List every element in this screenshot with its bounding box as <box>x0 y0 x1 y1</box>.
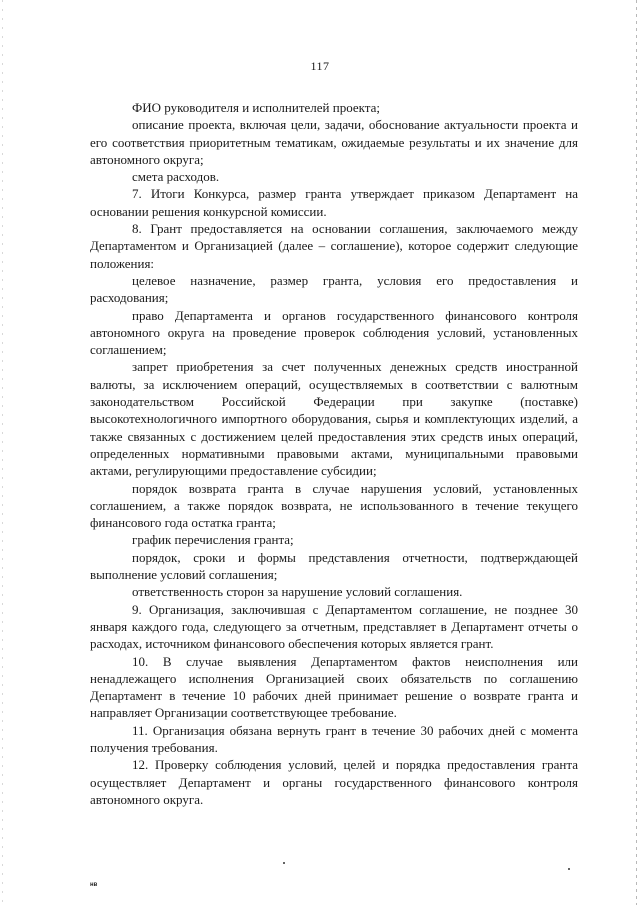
paragraph: порядок, сроки и формы представления отчетности, подтверждающей выполнение условий соглашения; <box>90 549 578 583</box>
paragraph: график перечисления гранта; <box>132 532 294 548</box>
footer-mark: нв <box>90 882 98 888</box>
paragraph: 12. Проверку соблюдения условий, целей и порядка предоставления гранта осуществляет Департамент и органы государственного финансового контроля автономного округа. <box>90 757 578 807</box>
paragraph: порядок возврата гранта в случае нарушения условий, установленных соглашением, а также порядок возврата, не использованного в течение текущего финансового года остатка гранта; <box>90 480 578 531</box>
document-body <box>90 99 578 808</box>
page-number: 117 <box>310 59 330 73</box>
paragraph: 11. Организация обязана вернуть грант в течение 30 рабочих дней с момента получения требования. <box>90 722 578 755</box>
paragraph: ответственность сторон за нарушение условий соглашения. <box>132 584 463 600</box>
paragraph: целевое назначение, размер гранта, условия его предоставления и расходования; <box>90 272 578 306</box>
paragraph: 9. Организация, заключившая с Департаментом соглашение, не позднее 30 января каждого года, следующего за отчетным, представляет в Департамент отчеты о расходах, источником финансового обеспечения которых является грант. <box>90 601 578 652</box>
scan-edge-right <box>636 0 637 905</box>
paragraph: 7. Итоги Конкурса, размер гранта утверждает приказом Департамент на основании решения конкурсной комиссии. <box>90 186 578 219</box>
paragraph: 10. В случае выявления Департаментом фактов неисполнения или ненадлежащего исполнения Организацией своих обязательств по соглашению Департамент в течение 10 рабочих дней принимает решение о возврате гранта и направляет Организации соответствующее требование. <box>90 653 578 721</box>
scan-speck <box>283 862 285 864</box>
paragraph: право Департамента и органов государственного финансового контроля автономного округа на проведение проверок соблюдения условий, установленных соглашением; <box>90 307 578 358</box>
paragraph: описание проекта, включая цели, задачи, обоснование актуальности проекта и его соответствия приоритетным тематикам, ожидаемые результаты и их значение для автономного округа; <box>90 117 578 167</box>
paragraph: запрет приобретения за счет полученных денежных средств иностранной валюты, за исключением операций, осуществляемых в соответствии с валютным законодательством Российской Федерации при закупке (поставке) высокотехнологичного импортного оборудования, сырья и комплектующих изделий, а также связанных с достижением целей предоставления этих средств иных операций, определенных нормативными правовыми актами, муниципальными правовыми актами, регулирующими предоставление субсидии; <box>90 359 578 479</box>
scan-edge-left <box>2 0 3 905</box>
scan-speck <box>568 868 570 870</box>
paragraph: ФИО руководителя и исполнителей проекта; <box>132 100 380 115</box>
paragraph: 8. Грант предоставляется на основании соглашения, заключаемого между Департаментом и Организацией (далее – соглашение), которое содержит следующие положения: <box>90 221 578 271</box>
paragraph: смета расходов. <box>132 169 220 185</box>
